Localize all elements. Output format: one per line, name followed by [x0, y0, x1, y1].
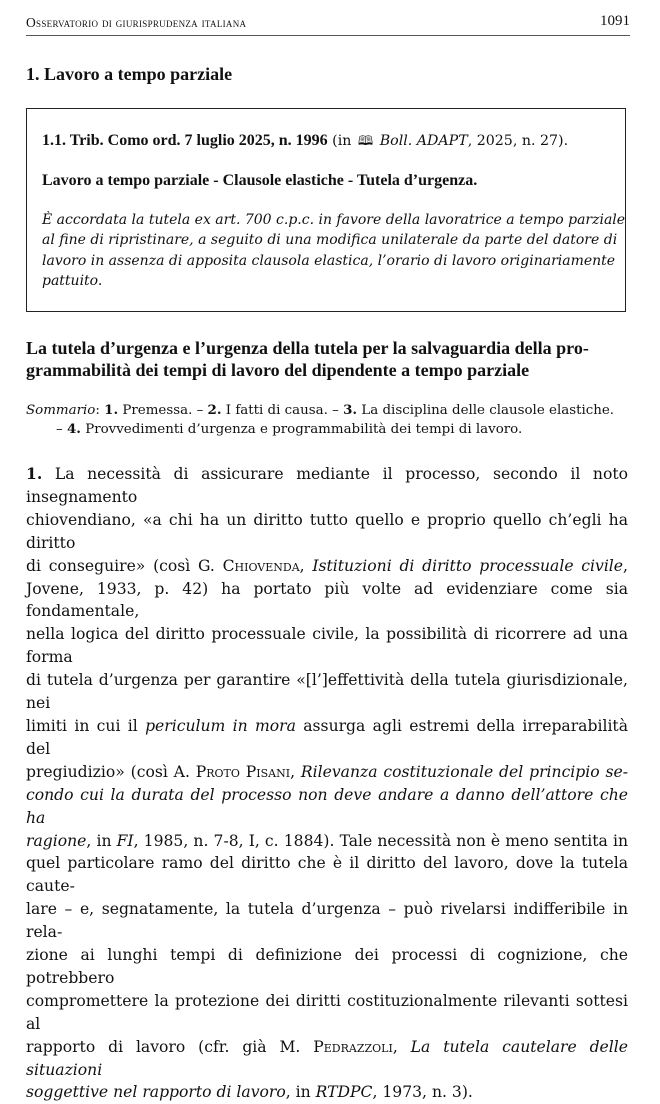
article-title-line: grammabilità dei tempi di lavoro del dipendente a tempo parziale — [26, 360, 530, 380]
body-line: zione ai lunghi tempi di definizione dei processi di cognizione, che potrebbero — [26, 946, 628, 987]
body-text: assurga agli estremi della irreparabilità del — [26, 716, 628, 758]
summary-label: Sommario — [26, 403, 96, 418]
body-text: , — [623, 556, 628, 575]
case-summary-box — [26, 108, 626, 312]
cited-author: Pedrazzoli — [313, 1037, 393, 1056]
cited-work: Istituzioni di diritto processuale civile — [312, 556, 624, 575]
summary-text: Provvedimenti d’urgenza e programmabilità dei tempi di lavoro. — [80, 422, 523, 437]
summary-line — [26, 401, 628, 420]
body-text: , — [299, 556, 313, 575]
case-citation — [42, 132, 568, 154]
body-line — [26, 1036, 628, 1082]
cited-work: ragione — [26, 831, 87, 850]
article-summary — [26, 401, 628, 439]
body-text: , in — [86, 831, 117, 850]
body-line: Jovene, 1933, p. 42) ha portato più volte ad evidenziare come sia fondamentale, — [26, 579, 628, 621]
section-heading: 1. Lavoro a tempo parziale — [26, 64, 233, 84]
maxim-line: pattuito. — [42, 272, 103, 289]
cited-journal: FI — [116, 831, 134, 850]
case-reference: 1.1. Trib. Como ord. 7 luglio 2025, n. 1996 — [42, 132, 328, 149]
summary-number: 2. — [207, 402, 222, 418]
body-text: di conseguire» (così G. — [26, 556, 223, 575]
case-keywords: Lavoro a tempo parziale - Clausole elastiche - Tutela d’urgenza. — [42, 172, 478, 189]
cited-work: Rilevanza costituzionale del principio se- — [300, 762, 628, 781]
citation-prefix: (in — [332, 133, 352, 149]
body-text: , — [290, 762, 301, 781]
summary-number: 1. — [104, 402, 119, 418]
body-text: rapporto di lavoro (cfr. già M. — [26, 1037, 314, 1056]
body-line — [26, 463, 628, 509]
body-text: , in — [285, 1083, 316, 1102]
paragraph-number: 1. — [26, 464, 43, 483]
maxim-line: lavoro in assenza di apposita clausola elastica, l’orario di lavoro originariamente — [42, 252, 616, 269]
summary-text: – — [56, 422, 67, 437]
source-link[interactable]: Boll. ADAPT — [379, 133, 468, 149]
body-text: , — [392, 1037, 411, 1056]
summary-number: 3. — [343, 402, 358, 418]
summary-text: La disciplina delle clausole elastiche. — [357, 403, 615, 418]
body-line: lare – e, segnatamente, la tutela d’urgenza – può rivelarsi indifferibile in rela- — [26, 900, 628, 942]
body-line — [26, 761, 628, 784]
summary-number: 4. — [66, 421, 81, 437]
article-body — [26, 463, 628, 1104]
latin-term: periculum in mora — [145, 716, 296, 735]
summary-line — [26, 420, 628, 439]
article-title — [26, 337, 626, 381]
body-line: condo cui la durata del processo non deve andare a danno dell’attore che ha — [26, 785, 628, 827]
cited-work: La tutela cautelare delle situazioni — [26, 1037, 628, 1079]
body-line — [26, 555, 628, 578]
cited-journal: RTDPC — [315, 1083, 373, 1102]
body-line: nella logica del diritto processuale civile, la possibilità di ricorrere ad una forma — [26, 625, 628, 667]
body-line — [26, 715, 628, 761]
body-line: chiovendiano, «a chi ha un diritto tutto quello e proprio quello ch’egli ha diritto — [26, 510, 628, 552]
maxim-line: È accordata la tutela ex art. 700 c.p.c. in favore della lavoratrice a tempo parziale — [42, 212, 626, 228]
body-line: di tutela d’urgenza per garantire «[l’]effettività della tutela giurisdizionale, nei — [26, 671, 628, 713]
body-text: , 1985, n. 7-8, I, c. 1884). Tale necessità non è meno sentita in — [133, 831, 628, 850]
book-icon: 🕮 — [357, 134, 374, 149]
cited-author: Proto Pisani — [195, 762, 291, 781]
citation-suffix: , 2025, n. 27). — [467, 133, 569, 149]
case-maxim — [42, 210, 626, 291]
running-title: Osservatorio di giurisprudenza italiana — [26, 15, 247, 30]
summary-text: : — [95, 403, 105, 418]
cited-work: soggettive nel rapporto di lavoro — [26, 1083, 286, 1102]
running-head — [26, 13, 630, 36]
body-line: quel particolare ramo del diritto che è il diritto del lavoro, dove la tutela caute- — [26, 854, 628, 896]
body-text: , 1973, n. 3). — [372, 1083, 473, 1102]
body-line: compromettere la protezione dei diritti costituzionalmente rilevanti sottesi al — [26, 991, 628, 1033]
summary-text: Premessa. – — [118, 403, 208, 418]
page-number: 1091 — [600, 13, 630, 29]
body-line — [26, 1081, 628, 1104]
body-line — [26, 830, 628, 853]
article-title-line: La tutela d’urgenza e l’urgenza della tutela per la salvaguardia della pro- — [26, 338, 589, 358]
body-text: La necessità di assicurare mediante il processo, secondo il noto insegnamento — [26, 465, 628, 506]
body-text: limiti in cui il — [26, 716, 146, 735]
summary-text: I fatti di causa. – — [221, 403, 344, 418]
cited-author: Chiovenda — [222, 556, 300, 575]
body-text: pregiudizio» (così A. — [26, 762, 196, 781]
maxim-line: al fine di ripristinare, a seguito di una modifica unilaterale da parte del datore di — [42, 232, 618, 249]
